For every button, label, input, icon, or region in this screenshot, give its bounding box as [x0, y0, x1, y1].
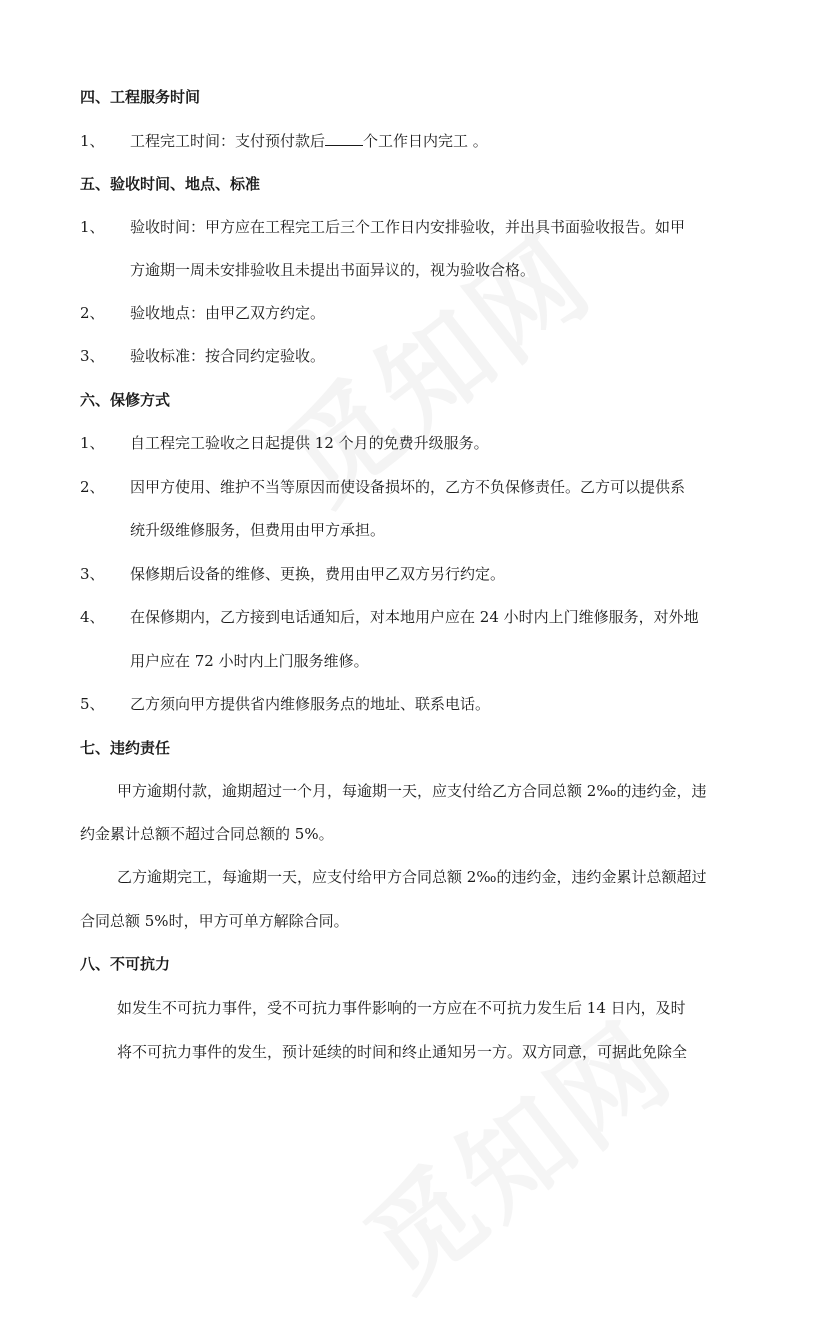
- s7-para-1-line-2: 约金累计总额不超过合同总额的 5%。: [80, 825, 334, 843]
- s6-item-4-line-1: 在保修期内，乙方接到电话通知后，对本地用户应在 24 小时内上门维修服务，对外地: [130, 608, 699, 626]
- s7-para-2-line-1: 乙方逾期完工，每逾期一天，应支付给甲方合同总额 2‰的违约金，违约金累计总额超过: [117, 868, 707, 886]
- s6-item-2-line-2: 统升级维修服务，但费用由甲方承担。: [130, 521, 386, 539]
- section-6-title: 六、保修方式: [80, 391, 171, 409]
- s5-item-1-number: 1、: [80, 218, 105, 236]
- s6-item-1-line-1: 自工程完工验收之日起提供 12 个月的免费升级服务。: [130, 434, 489, 452]
- s8-para-1-line-1: 如发生不可抗力事件，受不可抗力事件影响的一方应在不可抗力发生后 14 日内，及时: [117, 999, 686, 1017]
- s6-item-4-number: 4、: [80, 608, 105, 626]
- s5-item-1-line-2: 方逾期一周未安排验收且未提出书面异议的，视为验收合格。: [130, 261, 536, 279]
- section-5-title: 五、验收时间、地点、标准: [80, 175, 261, 193]
- s6-item-2-number: 2、: [80, 478, 105, 496]
- section-7-title: 七、违约责任: [80, 739, 171, 757]
- s6-item-4-line-2: 用户应在 72 小时内上门服务维修。: [130, 652, 369, 670]
- s7-para-2-line-2: 合同总额 5%时，甲方可单方解除合同。: [80, 912, 349, 930]
- s4-item-1-number: 1、: [80, 132, 105, 150]
- watermark-bottom: [328, 980, 700, 1318]
- s6-item-3-line-1: 保修期后设备的维修、更换，费用由甲乙双方另行约定。: [130, 565, 506, 583]
- s4-item-1-text: 工程完工时间：支付预付款后 个工作日内完工 。: [130, 132, 488, 150]
- s5-item-2-number: 2、: [80, 304, 105, 322]
- s6-item-1-number: 1、: [80, 434, 105, 452]
- section-4-title: 四、工程服务时间: [80, 88, 201, 106]
- s6-item-3-number: 3、: [80, 565, 105, 583]
- section-8-title: 八、不可抗力: [80, 955, 171, 973]
- s7-para-1-line-1: 甲方逾期付款，逾期超过一个月，每逾期一天，应支付给乙方合同总额 2‰的违约金，违: [117, 782, 707, 800]
- s8-para-1-line-2: 将不可抗力事件的发生，预计延续的时间和终止通知另一方。双方同意，可据此免除全: [117, 1043, 688, 1061]
- s5-item-3-line-1: 验收标准：按合同约定验收。: [130, 347, 326, 365]
- s5-item-2-line-1: 验收地点：由甲乙双方约定。: [130, 304, 326, 322]
- s6-item-5-number: 5、: [80, 695, 105, 713]
- s5-item-3-number: 3、: [80, 347, 105, 365]
- blank-days-field: [325, 131, 363, 146]
- s6-item-5-line-1: 乙方须向甲方提供省内维修服务点的地址、联系电话。: [130, 695, 491, 713]
- s5-item-1-line-1: 验收时间：甲方应在工程完工后三个工作日内安排验收，并出具书面验收报告。如甲: [130, 218, 686, 236]
- s6-item-2-line-1: 因甲方使用、维护不当等原因而使设备损坏的，乙方不负保修责任。乙方可以提供系: [130, 478, 686, 496]
